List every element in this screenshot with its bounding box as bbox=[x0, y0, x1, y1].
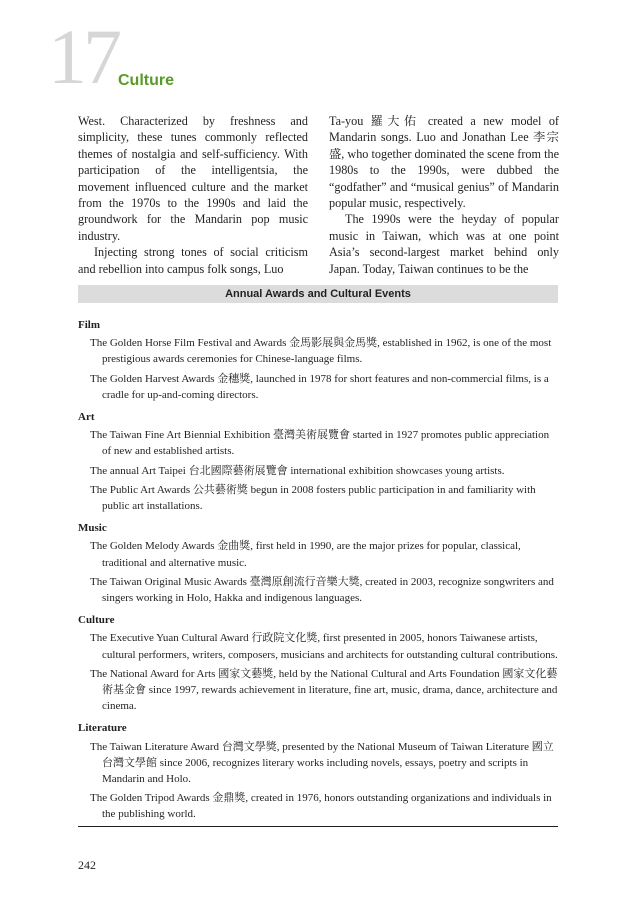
award-entry: The Golden Horse Film Festival and Awards 金馬影展與金馬獎, established in 1962, is one of the most prestigious awards ceremonies for Chinese-language films. bbox=[90, 337, 552, 366]
awards-list bbox=[78, 317, 558, 829]
section-title: Literature bbox=[78, 722, 127, 735]
section-title: Art bbox=[78, 411, 95, 424]
awards-section-literature bbox=[78, 720, 558, 822]
body-paragraph: Injecting strong tones of social criticism and rebellion into campus folk songs, Luo bbox=[78, 245, 308, 276]
award-entry: The Public Art Awards 公共藝術獎 begun in 2008 fosters public participation in and familiarity with public art installations. bbox=[90, 483, 536, 513]
award-entry: The annual Art Taipei 台北國際藝術展覽會 international exhibition showcases young artists. bbox=[90, 464, 505, 477]
award-entry: The Taiwan Literature Award 台灣文學獎, presented by the National Museum of Taiwan Literature 國立台灣文學館 since 2006, recognizes literary works including novels, essays, poetry and scripts in Mandarin and Holo. bbox=[90, 740, 554, 786]
awards-box-header: Annual Awards and Cultural Events bbox=[78, 285, 558, 303]
page-number: 242 bbox=[78, 858, 96, 872]
award-entry: The Taiwan Fine Art Biennial Exhibition 臺灣美術展覽會 started in 1927 promotes public appreciation of new and established artists. bbox=[90, 429, 550, 458]
section-title: Film bbox=[78, 319, 100, 331]
awards-section-culture bbox=[78, 612, 558, 714]
awards-section-film bbox=[78, 317, 558, 403]
award-entry: The Golden Tripod Awards 金鼎獎, created in 1976, honors outstanding organizations and individuals in the publishing world. bbox=[90, 792, 552, 821]
awards-section-art bbox=[78, 409, 558, 514]
body-paragraph: West. Characterized by freshness and simplicity, these tunes commonly reflected themes of nostalgia and self-sufficiency. With participation of the intelligentsia, the movement influenced culture and the market from the 1970s to the 1990s and laid the groundwork for the Mandarin pop music industry. bbox=[78, 114, 308, 243]
chapter-number: 17 bbox=[48, 13, 118, 100]
award-entry: The Golden Harvest Awards 金穗獎, launched in 1978 for short features and non-commercial films, is a cradle for up-and-coming directors. bbox=[90, 372, 549, 401]
awards-section-music bbox=[78, 520, 558, 606]
section-title: Music bbox=[78, 522, 107, 535]
chapter-title: Culture bbox=[118, 72, 174, 89]
body-paragraph: The 1990s were the heyday of popular music in Taiwan, which was at one point Asia’s second-largest market behind only Japan. Today, Taiwan continues to be the bbox=[329, 212, 559, 276]
award-entry: The National Award for Arts 國家文藝獎, held by the National Cultural and Arts Foundation 國家文化藝術基金會 since 1997, rewards achievement in literature, fine art, music, drama, dance, architecture and cinema. bbox=[90, 667, 558, 713]
body-column-right bbox=[329, 113, 559, 277]
award-entry: The Taiwan Original Music Awards 臺灣原創流行音樂大獎, created in 2003, recognize songwriters and singers working in Holo, Hakka and indigenous languages. bbox=[90, 575, 554, 605]
body-column-left bbox=[78, 113, 308, 277]
award-entry: The Executive Yuan Cultural Award 行政院文化獎, first presented in 2005, honors Taiwanese artists, cultural performers, writers, composers, musicians and architects for outstanding cultural contributions. bbox=[90, 632, 558, 661]
bottom-rule bbox=[78, 826, 558, 827]
body-paragraph: Ta-you 羅大佑 created a new model of Mandarin songs. Luo and Jonathan Lee 李宗盛, who together dominated the scene from the 1980s to the 1990s, were dubbed the “godfather” and “musical genius” of Mandarin popular music, respectively. bbox=[329, 114, 559, 211]
award-entry: The Golden Melody Awards 金曲獎, first held in 1990, are the major prizes for popular, classical, traditional and alternative music. bbox=[90, 540, 521, 569]
section-title: Culture bbox=[78, 614, 115, 627]
